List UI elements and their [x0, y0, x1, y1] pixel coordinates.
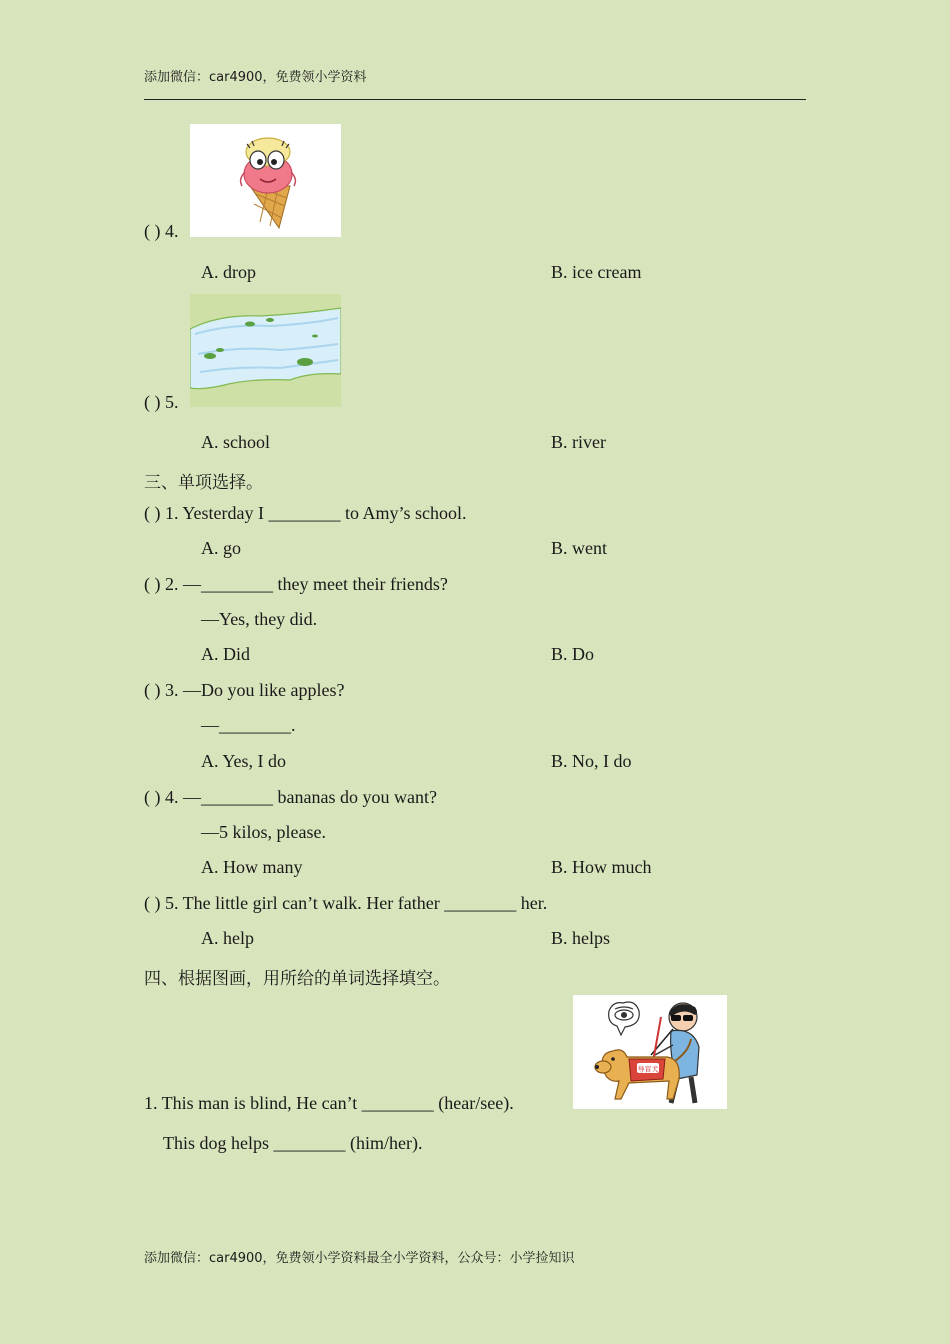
p2-q4-option-b: B. ice cream — [551, 262, 642, 282]
p3-q2-reply: —Yes, they did. — [201, 609, 318, 629]
p3-q3-option-a: A. Yes, I do — [201, 751, 287, 771]
p3-q5-option-a: A. help — [201, 928, 254, 948]
p3-q2-stem: ( ) 2. —________ they meet their friends? — [144, 574, 448, 594]
part3-title: 三、单项选择。 — [144, 473, 263, 493]
p2-q4-label: ( ) 4. — [144, 221, 179, 241]
page-header: 添加微信：car4900，免费领小学资料 — [144, 70, 367, 85]
p3-q4-option-a: A. How many — [201, 857, 303, 877]
p3-q5-stem: ( ) 5. The little girl can’t walk. Her father ________ her. — [144, 893, 548, 913]
guide-dog-picture — [573, 995, 727, 1109]
p2-q5-option-a: A. school — [201, 432, 270, 452]
p4-line1: 1. This man is blind, He can’t ________ (hear/see). — [144, 1093, 514, 1113]
p2-q5-label: ( ) 5. — [144, 392, 179, 412]
river-picture — [190, 294, 341, 407]
header-divider — [144, 99, 806, 100]
page-footer: 添加微信：car4900，免费领小学资料最全小学资料，公众号：小学捡知识 — [144, 1251, 575, 1266]
p3-q1-stem: ( ) 1. Yesterday I ________ to Amy’s school. — [144, 503, 467, 523]
p3-q4-reply: —5 kilos, please. — [201, 822, 326, 842]
p3-q1-option-a: A. go — [201, 538, 241, 558]
ice-cream-picture — [190, 124, 341, 237]
vest-label: 导盲犬 — [637, 1065, 659, 1074]
p3-q3-option-b: B. No, I do — [551, 751, 632, 771]
p3-q5-option-b: B. helps — [551, 928, 611, 948]
p3-q3-stem: ( ) 3. —Do you like apples? — [144, 680, 345, 700]
p3-q2-option-a: A. Did — [201, 644, 250, 664]
p3-q4-stem: ( ) 4. —________ bananas do you want? — [144, 787, 437, 807]
p2-q5-option-b: B. river — [551, 432, 606, 452]
p4-line2: This dog helps ________ (him/her). — [163, 1133, 423, 1153]
p3-q4-option-b: B. How much — [551, 857, 652, 877]
p3-q1-option-b: B. went — [551, 538, 607, 558]
p3-q2-option-b: B. Do — [551, 644, 595, 664]
p2-q4-option-a: A. drop — [201, 262, 256, 282]
part4-title: 四、根据图画，用所给的单词选择填空。 — [144, 969, 450, 989]
p3-q3-reply: —________. — [201, 715, 296, 735]
